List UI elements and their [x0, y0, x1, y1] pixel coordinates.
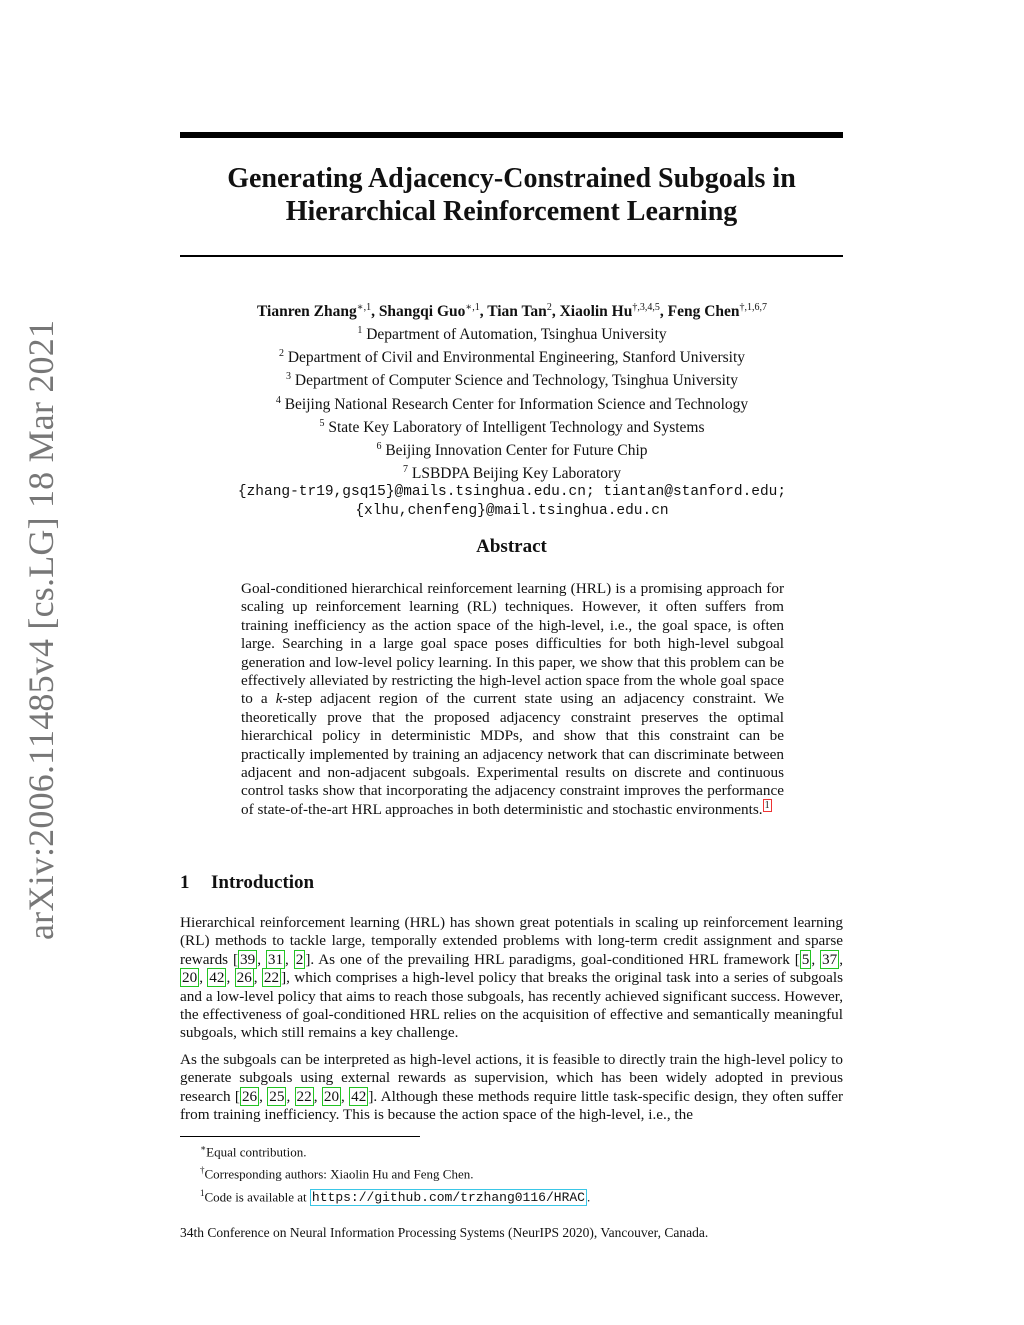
footnote-text: Code is available at [204, 1188, 310, 1204]
affiliation-text: Department of Computer Science and Technology, Tsinghua University [294, 372, 738, 390]
affiliation-number: 7 [403, 464, 408, 476]
title-line: Generating Adjacency-Constrained Subgoals in [227, 163, 796, 194]
intro-paragraph-1: Hierarchical reinforcement learning (HRL) has shown great potentials in scaling up reinforcement learning (RL) methods to tackle large, temporally extended problems with long-term credit assignment and sparse rewards [ 39 , 31 , 2 ]. As one of the prevailing HRL paradigms, goal-conditioned HRL framework [ 5 , 37 , 20 , 42 , 26 , 22 ], which comprises a high-level policy that breaks the original task into a series of subgoals and a low-level policy that aims to reach those subgoals, has recently achieved significant success. However, the effectiveness of goal-conditioned HRL relies on the acquisition of effective and semantically meaningful subgoals, which still remains a key challenge. [180, 914, 844, 1042]
footnote [200, 1184, 590, 1207]
author-marks: 2 [546, 302, 552, 313]
citation-link[interactable]: 42 [209, 969, 225, 987]
footnote-text: . [586, 1188, 591, 1204]
author-marks: ∗,1 [356, 302, 372, 313]
footnote [200, 1139, 590, 1161]
citation-link[interactable]: 20 [323, 1087, 340, 1105]
citation-link[interactable]: 31 [267, 950, 284, 968]
conference-footer: 34th Conference on Neural Information Processing Systems (NeurIPS 2020), Vancouver, Canada. [180, 1225, 709, 1240]
email-line: {zhang-tr19,gsq15}@mails.tsinghua.edu.cn; tiantan@stanford.edu; [237, 484, 787, 501]
affiliation [160, 344, 864, 367]
abstract-part: Goal-conditioned hierarchical reinforcement learning (HRL) is a promising approach for scaling up reinforcement learning (RL) techniques. However, it often suffers from training inefficiency as the action space of the high-level, i.e., the goal space, is often large. Searching in a large goal space poses difficulties for both high-level subgoal generation and low-level policy learning. In this paper, we show that this problem can be effectively alleviated by restricting the high-level action space from the whole goal space to a [241, 580, 784, 708]
text-run: Hierarchical reinforcement learning (HRL) has shown great potentials in scaling up reinforcement learning (RL) methods to tackle large, temporally extended problems with long-term credit assignment and sparse rewards [ [180, 914, 843, 968]
affiliation-text: State Key Laboratory of Intelligent Technology and Systems [328, 418, 705, 436]
footnote-text: Corresponding authors: Xiaolin Hu and Feng Chen. [204, 1166, 474, 1182]
footnote-mark: ∗ [200, 1143, 207, 1153]
section-heading [180, 872, 314, 894]
citation-link[interactable]: 25 [269, 1087, 285, 1105]
text-run: ]. Although these methods require little task-specific design, they often suffer from training inefficiency. This is because the action space of the high-level, i.e., the [180, 1087, 844, 1124]
footnote [200, 1161, 590, 1183]
affiliation [160, 391, 864, 414]
footnote-mark: 1 [200, 1187, 205, 1198]
code-url-link[interactable]: https://github.com/trzhang0116/HRAC [311, 1189, 585, 1205]
footnote-rule [180, 1136, 420, 1137]
author-name: Feng Chen [667, 303, 740, 321]
affiliation-number: 5 [319, 417, 325, 429]
author-block [160, 298, 864, 521]
citation-link[interactable]: 42 [351, 1087, 367, 1105]
author-marks: ∗,1 [465, 302, 480, 313]
citation-link[interactable]: 39 [240, 950, 256, 968]
affiliation-text: Beijing National Research Center for Information Science and Technology [284, 395, 749, 413]
affiliation [160, 367, 864, 390]
affiliation [160, 321, 864, 344]
affiliation-text: LSBDPA Beijing Key Laboratory [411, 465, 621, 483]
affiliation-number: 3 [286, 371, 292, 383]
title-line: Hierarchical Reinforcement Learning [285, 196, 738, 227]
citation-link[interactable]: 26 [241, 1087, 258, 1105]
abstract-text [241, 580, 784, 819]
author-name: Tianren Zhang [256, 303, 357, 321]
footnotes [200, 1139, 590, 1207]
paper-title [180, 162, 843, 228]
author-name: Xiaolin Hu [559, 303, 633, 321]
affiliation-number: 6 [376, 440, 382, 452]
affiliation-text: Beijing Innovation Center for Future Chip [385, 442, 648, 460]
citation-link[interactable]: 26 [236, 969, 252, 987]
affiliation-text: Department of Automation, Tsinghua University [366, 326, 667, 344]
author-name: Tian Tan [487, 303, 547, 321]
title-top-rule [180, 132, 843, 138]
text-run: ]. As one of the prevailing HRL paradigms, goal-conditioned HRL framework [ [305, 950, 800, 968]
intro-paragraph-2: As the subgoals can be interpreted as high-level actions, it is feasible to directly train the high-level policy to generate subgoals using external rewards as supervision, which has been widely adopted in previous research [ 26 , 25 , 22 , 20 , 42 ]. Although these methods require little task-specific design, they often suffer from training inefficiency. This is because the action space of the high-level, i.e., the [180, 1051, 844, 1124]
citation-link[interactable]: 22 [263, 969, 280, 987]
author-marks: †,3,4,5 [632, 302, 660, 313]
footnote-mark: † [200, 1165, 205, 1176]
section-number: 1 [180, 872, 190, 893]
affiliation [160, 460, 864, 483]
affiliation [160, 437, 864, 460]
affiliation-text: Department of Civil and Environmental Engineering, Stanford University [287, 349, 746, 367]
citation-link[interactable]: 5 [801, 950, 810, 968]
citation-link[interactable]: 37 [822, 950, 838, 968]
affiliation-number: 1 [357, 325, 363, 337]
abstract-heading: Abstract [476, 536, 547, 557]
footnote-link[interactable]: 1 [764, 799, 770, 811]
footnote-text: Equal contribution. [206, 1144, 307, 1160]
abstract-k-variable: k [275, 690, 283, 708]
citation-link[interactable]: 20 [182, 969, 198, 987]
author-marks: †,1,6,7 [739, 302, 768, 313]
author-name: Shangqi Guo [378, 303, 466, 321]
affiliation-number: 2 [278, 348, 284, 360]
citation-link[interactable]: 22 [296, 1087, 312, 1105]
citation-link[interactable]: 2 [295, 950, 304, 968]
text-run: ], which comprises a high-level policy that breaks the original task into a series of subgoals and a low-level policy that aims to reach those subgoals, has recently achieved significant success. However, the effectiveness of goal-conditioned HRL relies on the acquisition of effective and semantically meaningful subgoals, which still remains a key challenge. [180, 969, 844, 1042]
title-bottom-rule [180, 255, 843, 257]
email-line: {xlhu,chenfeng}@mail.tsinghua.edu.cn [355, 503, 669, 520]
abstract-part: -step adjacent region of the current state using an adjacency constraint. We theoretically prove that the proposed adjacency constraint preserves the optimal hierarchical policy in deterministic MDPs, and show that this constraint can be practically implemented by training an adjacency network that can discriminate between adjacent and non-adjacent subgoals. Experimental results on discrete and continuous control tasks show that incorporating the adjacency constraint improves the performance of state-of-the-art HRL approaches in both deterministic and stochastic environments. [241, 690, 784, 818]
section-title: Introduction [211, 872, 315, 893]
text-run: As the subgoals can be interpreted as high-level actions, it is feasible to directly train the high-level policy to generate subgoals using external rewards as supervision, which has been widely adopted in previous research [ [180, 1051, 843, 1105]
affiliation-number: 4 [275, 394, 281, 406]
arxiv-stamp: arXiv:2006.11485v4 [cs.LG] 18 Mar 2021 [21, 319, 61, 940]
affiliation [160, 414, 864, 437]
author-list: Tianren Zhang$^{∗,1}$, Shangqi Guo$^{∗,1}$, Tian Tan$^2$, Xiaolin $Hu^{\dagger,3,4,5}$, Feng Chen$^{\dagger,1,6,7}$ [256, 302, 768, 321]
